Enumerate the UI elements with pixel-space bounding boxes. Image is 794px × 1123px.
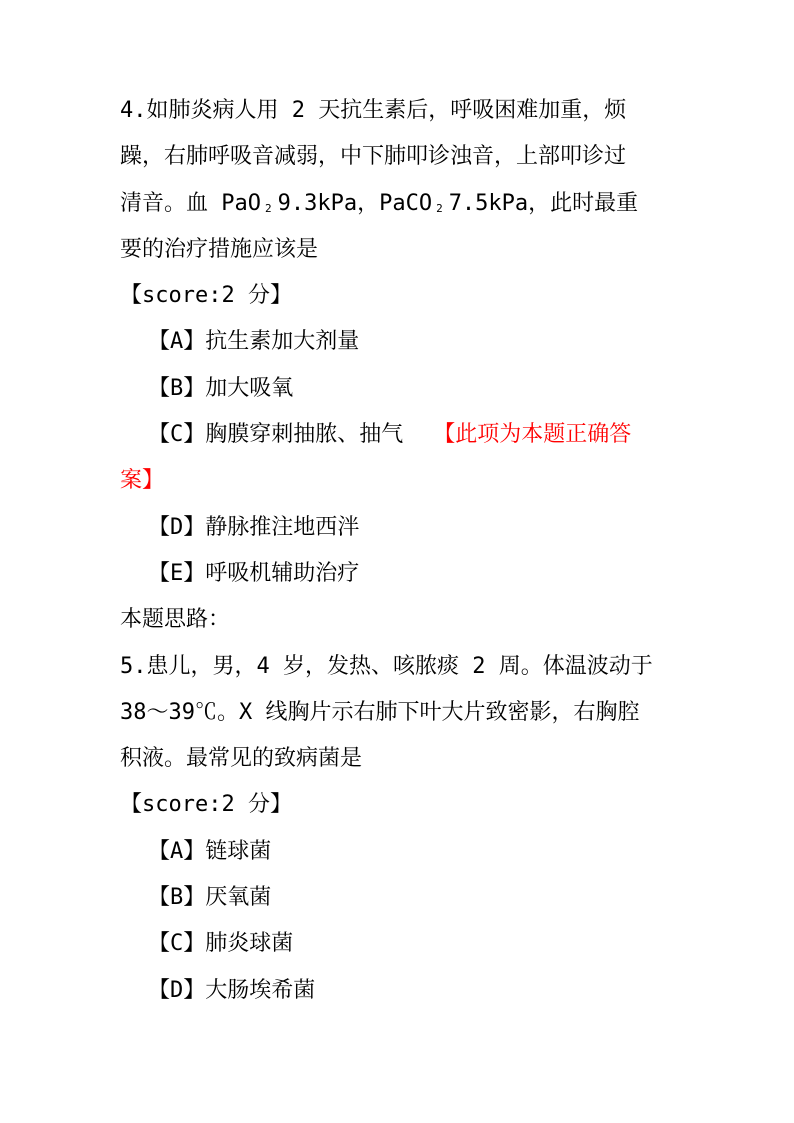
- option-label: 【B】: [148, 375, 206, 401]
- question-4: [120, 88, 680, 644]
- option-label: 【C】: [148, 931, 206, 957]
- option-label: 【A】: [148, 329, 206, 355]
- q5-stem-line-2: 38～39℃。X 线胸片示右肺下叶大片致密影，右胸腔: [120, 699, 640, 725]
- option-text: 链球菌: [205, 838, 272, 864]
- correct-answer-mark-continuation: 案】: [120, 468, 165, 494]
- option-text: 呼吸机辅助治疗: [205, 560, 360, 586]
- option-text: 大肠埃希菌: [205, 977, 316, 1003]
- q5-option-b[interactable]: [120, 875, 680, 921]
- q5-stem-line-3: 积液。最常见的致病菌是: [120, 746, 363, 772]
- q5-stem-line-1: 5.患儿，男，4 岁，发热、咳脓痰 2 周。体温波动于: [120, 653, 653, 679]
- option-label: 【E】: [148, 560, 206, 586]
- option-label: 【A】: [148, 838, 206, 864]
- q4-stem-text: 7.5kPa，此时最重: [448, 190, 639, 216]
- subscript: 2: [436, 201, 443, 215]
- option-text: 肺炎球菌: [205, 931, 294, 957]
- option-text: 静脉推注地西泮: [205, 514, 360, 540]
- q4-option-c[interactable]: [120, 412, 680, 458]
- option-text: 加大吸氧: [205, 375, 294, 401]
- q4-stem-line-3: [120, 181, 680, 227]
- option-label: 【C】: [148, 422, 206, 448]
- subscript: 2: [264, 201, 272, 215]
- q4-score: 【score:2 分】: [120, 283, 292, 309]
- option-text: 抗生素加大剂量: [205, 329, 360, 355]
- q4-stem-text: 清音。血 PaO: [120, 190, 261, 216]
- q4-option-d[interactable]: [120, 505, 680, 551]
- document-page: [120, 88, 680, 1014]
- q4-option-a[interactable]: [120, 319, 680, 365]
- option-text: 胸膜穿刺抽脓、抽气: [205, 422, 404, 448]
- q4-stem-line-4: 要的治疗措施应该是: [120, 236, 319, 262]
- option-label: 【B】: [148, 885, 206, 911]
- q4-stem-line-1: 4.如肺炎病人用 2 天抗生素后，呼吸困难加重，烦: [120, 98, 627, 123]
- option-label: 【D】: [148, 514, 206, 540]
- q4-option-b[interactable]: [120, 366, 680, 412]
- q4-stem-text: 9.3kPa，PaCO: [277, 190, 433, 216]
- question-5: [120, 644, 680, 1014]
- option-label: 【D】: [148, 977, 206, 1003]
- q5-score: 【score:2 分】: [120, 792, 292, 818]
- q5-option-a[interactable]: [120, 829, 680, 875]
- option-text: 厌氧菌: [205, 885, 272, 911]
- q4-stem-line-2: 躁，右肺呼吸音减弱，中下肺叩诊浊音，上部叩诊过: [120, 144, 627, 170]
- q4-explanation-heading: 本题思路：: [120, 607, 231, 633]
- correct-answer-mark: 【此项为本题正确答: [433, 422, 632, 448]
- q5-option-d[interactable]: [120, 968, 680, 1014]
- q4-option-e[interactable]: [120, 551, 680, 597]
- q5-option-c[interactable]: [120, 921, 680, 967]
